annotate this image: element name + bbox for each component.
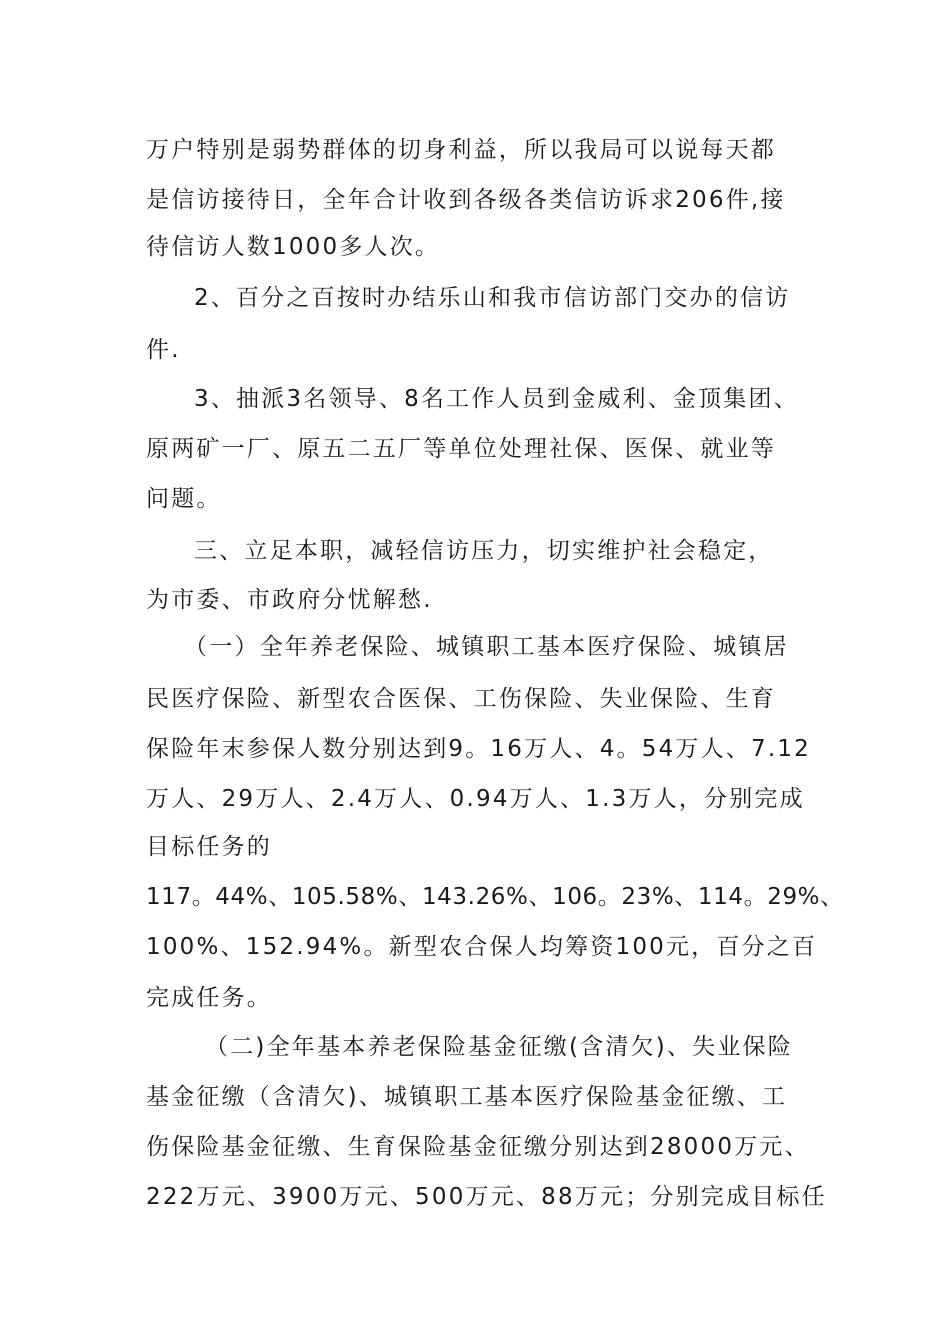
- text-line: 保险年末参保人数分别达到9。16万人、4。54万人、7.12: [146, 736, 812, 762]
- section-heading: 三、立足本职，减轻信访压力，切实维护社会稳定，: [194, 538, 774, 564]
- text-line: 100%、152.94%。新型农合保人均筹资100元，百分之百: [146, 934, 818, 960]
- text-line: 目标任务的: [146, 834, 272, 860]
- text-line: 2、百分之百按时办结乐山和我市信访部门交办的信访: [194, 285, 791, 311]
- text-line: 3、抽派3名领导、8名工作人员到金威利、金顶集团、: [194, 386, 799, 412]
- text-line: 万人、29万人、2.4万人、0.94万人、1.3万人，分别完成: [146, 786, 805, 812]
- text-line: 问题。: [146, 486, 222, 512]
- text-line: 民医疗保险、新型农合医保、工伤保险、失业保险、生育: [146, 686, 776, 712]
- text-line: （一）全年养老保险、城镇职工基本医疗保险、城镇居: [184, 634, 789, 660]
- text-line: 117。44%、105.58%、143.26%、106。23%、114。29%、: [146, 884, 844, 910]
- text-line: 伤保险基金征缴、生育保险基金征缴分别达到28000万元、: [146, 1134, 810, 1160]
- text-line: 待信访人数1000多人次。: [146, 234, 441, 260]
- text-line: 原两矿一厂、原五二五厂等单位处理社保、医保、就业等: [146, 436, 776, 462]
- text-line: （二)全年基本养老保险基金征缴(含清欠)、失业保险: [205, 1034, 793, 1060]
- text-line: 基金征缴（含清欠)、城镇职工基本医疗保险基金征缴、工: [146, 1084, 788, 1110]
- text-line: 万户特别是弱势群体的切身利益，所以我局可以说每天都: [146, 137, 776, 163]
- section-heading: 为市委、市政府分忧解愁.: [146, 587, 433, 613]
- text-line: 是信访接待日，全年合计收到各级各类信访诉求206件,接: [146, 187, 786, 213]
- text-line: 完成任务。: [146, 985, 272, 1011]
- text-line: 件.: [146, 337, 181, 363]
- text-line: 222万元、3900万元、500万元、88万元；分别完成目标任: [146, 1184, 827, 1210]
